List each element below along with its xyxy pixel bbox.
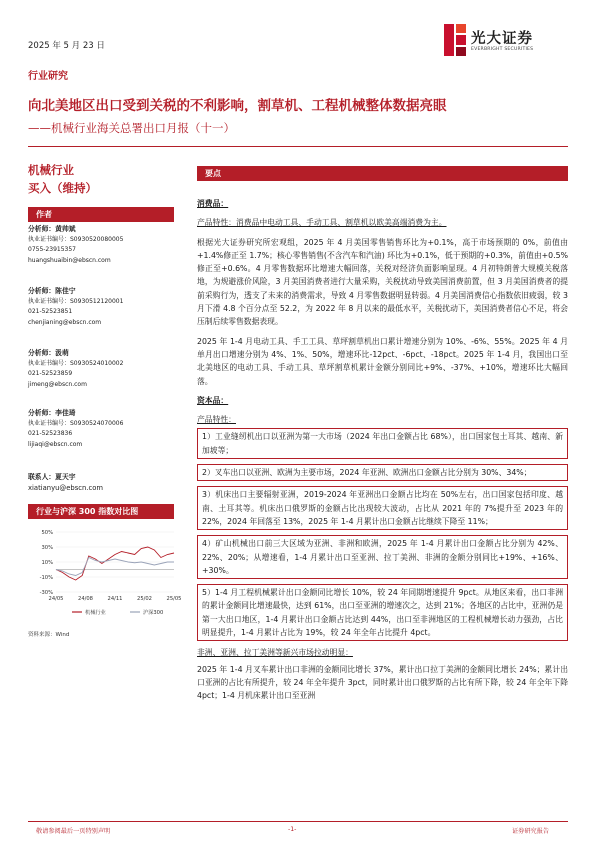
- contact-name: 联系人：夏天宇: [28, 473, 76, 481]
- author-cert: 执业证书编号：S0930520080005: [28, 235, 124, 243]
- capital-item: 4）矿山机械出口前三大区域为亚洲、非洲和欧洲，2025 年 1-4 月累计出口金额占比分别为 42%、22%、20%；从增速看，1-4 月累计出口至亚洲、拉丁美洲、非洲的金额分别同比+19%、+16%、+30%。: [197, 535, 568, 579]
- author-block: [28, 408, 174, 450]
- author-name: 分析师：陈佳宁: [28, 287, 76, 295]
- legend-label: 机械行业: [85, 610, 106, 616]
- page-number: -1-: [288, 826, 297, 833]
- x-tick-label: 25/05: [166, 596, 182, 602]
- logo-english-name: EVERBRIGHT SECURITIES: [471, 47, 534, 52]
- chart-title: 行业与沪深 300 指数对比图: [28, 504, 174, 519]
- authors-header: 作者: [28, 207, 174, 222]
- report-subtitle: ——机械行业海关总署出口月报（十一）: [28, 121, 235, 135]
- legend-label: 沪深300: [143, 610, 164, 616]
- author-phone: 021-52523851: [28, 308, 73, 316]
- capital-item: 3）机床出口主要辐射亚洲，2019-2024 年亚洲出口金额占比均在 50%左右，出口国家包括印度、越南、土耳其等。机床出口俄罗斯的金额占比出现较大波动，占比从 2021 年的 7%提升至 2023 年的 22%，2024 年回落至 13%，2025 年 1-4 月累计出口金额占比继续下降至 11%；: [197, 486, 568, 530]
- author-name: 分析师：李佳琦: [28, 409, 76, 417]
- author-block: [28, 348, 174, 390]
- capital-item: 2）叉车出口以亚洲、欧洲为主要市场，2024 年亚洲、欧洲出口金额占比分别为 30%、34%；: [197, 464, 568, 481]
- y-tick-label: -10%: [39, 575, 53, 581]
- report-category: 行业研究: [28, 71, 68, 82]
- everbright-logo-icon: [444, 24, 466, 56]
- author-phone: 021-52523859: [28, 370, 73, 378]
- summary-header: 要点: [197, 166, 568, 181]
- chart-source: 资料来源：Wind: [28, 632, 70, 638]
- author-phone: 021-52523836: [28, 430, 73, 438]
- consumer-feature: 产品特性：消费品中电动工具、手动工具、割草机以欧美高端消费为主。: [197, 218, 447, 228]
- author-name: 分析师：汲萌: [28, 349, 69, 357]
- emerging-market-title: 非洲、亚洲、拉丁美洲等新兴市场拉动明显：: [197, 648, 353, 658]
- author-email[interactable]: huangshuaibin@ebscn.com: [28, 256, 111, 264]
- company-logo: [444, 24, 570, 58]
- contact-email[interactable]: xiatianyu@ebscn.com: [28, 483, 103, 492]
- x-tick-label: 24/08: [78, 596, 93, 602]
- author-name: 分析师：黄帅斌: [28, 225, 76, 233]
- report-title: 向北美地区出口受到关税的不利影响，割草机、工程机械整体数据亮眼: [28, 98, 447, 114]
- author-block: [28, 286, 174, 328]
- x-tick-label: 24/11: [107, 596, 123, 602]
- emerging-market-paragraph: 2025 年 1-4 月叉车累计出口非洲的金额同比增长 37%，累计出口拉丁美洲的金额同比增长 24%；累计出口亚洲的占比有所提升，较 24 年全年提升 3pct，同时累计出口俄罗斯的占比有所下降，较 24 年全年下降 4pct；1-4 月机床累计出口至亚洲: [197, 664, 568, 701]
- contact-block: [28, 472, 174, 493]
- author-email[interactable]: lijiaqi@ebscn.com: [28, 440, 83, 448]
- author-phone: 0755-23915357: [28, 246, 76, 254]
- consumer-paragraph-1: 根据光大证券研究所宏观组，2025 年 4 月美国零售销售环比为+0.1%，高于市场预期的 0%，前值由+1.4%修正至 1.7%；核心零售销售(不含汽车和汽油) 环比为+0.1%，低于预期的+0.3%，前值由+0.5%修正至+0.6%。4 月零售数据环比增速大幅回落，关税对经济负面影响显现。4 月初特朗普大规模关税落地，为规避涨价风险，3 月美国消费者进行大量采购，关税扰动导致美国消费前置，但 3 月美国消费者的提前采购行为，透支了未来的消费需求，导致 4 月零售数据明显转弱。4 月美国消费信心指数依旧疲弱，较 3 月下滑 4.8 个百分点至 52.2，为 2022 年 8 月以来的最低水平，关税扰动下，美国消费者信心不足，将会压制后续零售数据表现。: [197, 237, 568, 327]
- consumer-paragraph-2: 2025 年 1-4 月电动工具、手工工具、草坪割草机出口累计增速分别为 10%、-6%、55%。2025 年 4 月单月出口增速分别为 4%、1%、50%，增速环比-12pct、-6pct、-18pct。2025 年 1-4 月，我国出口至北美地区的电动工具、手动工具、草坪割草机累计金额分别同比+9%、-37%、+10%，增速环比大幅回落。: [197, 336, 568, 386]
- footer-divider: [28, 821, 568, 822]
- industry-name: 机械行业: [28, 163, 74, 177]
- y-tick-label: 10%: [41, 560, 53, 566]
- author-cert: 执业证书编号：S0930524070006: [28, 419, 124, 427]
- author-cert: 执业证书编号：S0930524010002: [28, 359, 124, 367]
- footer-disclaimer-link[interactable]: 敬请参阅最后一页特别声明: [36, 828, 111, 835]
- x-tick-label: 25/02: [137, 596, 152, 602]
- y-tick-label: -30%: [39, 590, 53, 596]
- logo-chinese-name: 光大证券: [471, 31, 533, 47]
- capital-feature: 产品特性：: [197, 415, 236, 425]
- capital-section-title: 资本品：: [197, 395, 229, 405]
- index-comparison-chart: [28, 526, 182, 646]
- series-line: [56, 558, 174, 576]
- capital-item: 1）工业缝纫机出口以亚洲为第一大市场（2024 年出口金额占比 68%），出口国家包土耳其、越南、新加坡等；: [197, 428, 568, 459]
- footer-report-type: 证券研究报告: [512, 828, 550, 835]
- x-tick-label: 24/05: [48, 596, 64, 602]
- capital-item: 5）1-4 月工程机械累计出口金额同比增长 10%，较 24 年同期增速提升 9pct。从地区来看，出口非洲的累计金额同比增速最快，达到 61%，出口至亚洲的增速次之，达到 21%；各地区的占比中，亚洲仍是第一大出口地区，1-4 月累计出口金额占比达到 44%，出口至非洲地区的工程机械增长动力强劲，占比明显提升，1-4 月累计占比为 19%，较 24 年全年占比提升 4pct。: [197, 584, 568, 641]
- author-email[interactable]: jimeng@ebscn.com: [28, 380, 87, 388]
- y-tick-label: 30%: [41, 545, 53, 551]
- consumer-section-title: 消费品：: [197, 199, 229, 208]
- y-tick-label: 50%: [41, 530, 53, 536]
- title-divider: [28, 146, 568, 147]
- author-block: [28, 224, 174, 266]
- author-cert: 执业证书编号：S0930512120001: [28, 297, 124, 305]
- investment-rating: 买入（维持）: [28, 181, 97, 195]
- author-email[interactable]: chenjianing@ebscn.com: [28, 318, 102, 326]
- report-date: 2025 年 5 月 23 日: [28, 41, 105, 51]
- main-content: [197, 197, 568, 709]
